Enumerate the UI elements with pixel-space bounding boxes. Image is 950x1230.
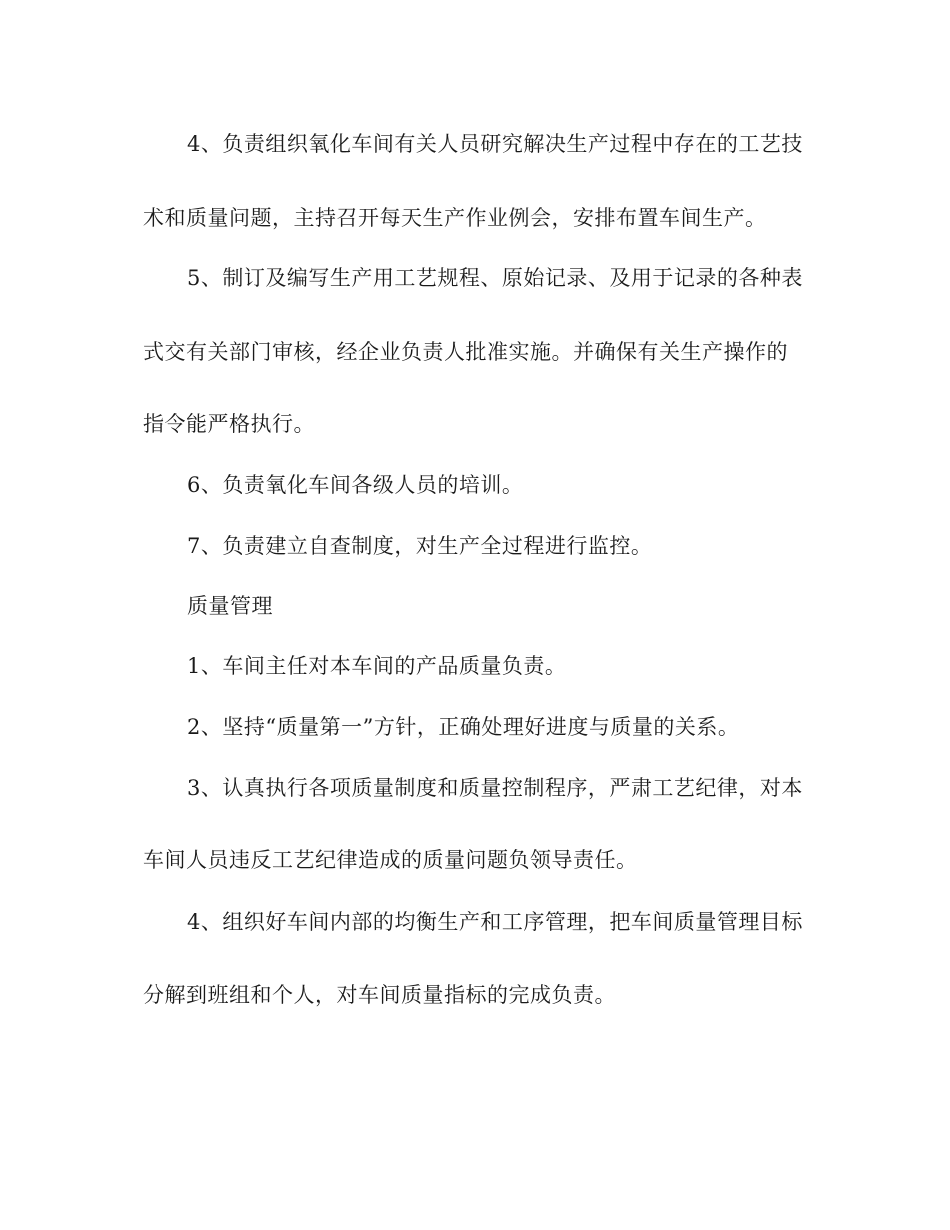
paragraph-line: 1、车间主任对本车间的产品质量负责。 xyxy=(187,654,567,678)
paragraph-line: 5、制订及编写生产用工艺规程、原始记录、及用于记录的各种表 xyxy=(187,266,803,290)
paragraph-line: 2、坚持“质量第一”方针，正确处理好进度与质量的关系。 xyxy=(187,715,740,739)
paragraph-line: 7、负责建立自查制度，对生产全过程进行监控。 xyxy=(187,534,653,558)
paragraph-line: 6、负责氧化车间各级人员的培训。 xyxy=(187,473,524,497)
paragraph-line: 4、组织好车间内部的均衡生产和工序管理，把车间质量管理目标 xyxy=(187,910,803,934)
paragraph-line: 4、负责组织氧化车间有关人员研究解决生产过程中存在的工艺技 xyxy=(187,132,803,156)
paragraph-line: 3、认真执行各项质量制度和质量控制程序，严肃工艺纪律，对本 xyxy=(187,776,803,800)
paragraph-line: 指令能严格执行。 xyxy=(143,412,315,436)
section-heading: 质量管理 xyxy=(187,594,273,618)
paragraph-line: 车间人员违反工艺纪律造成的质量问题负领导责任。 xyxy=(143,848,638,872)
paragraph-line: 分解到班组和个人，对车间质量指标的完成负责。 xyxy=(143,983,616,1007)
paragraph-line: 式交有关部门审核，经企业负责人批准实施。并确保有关生产操作的 xyxy=(143,340,788,364)
paragraph-line: 术和质量问题，主持召开每天生产作业例会，安排布置车间生产。 xyxy=(143,206,767,230)
